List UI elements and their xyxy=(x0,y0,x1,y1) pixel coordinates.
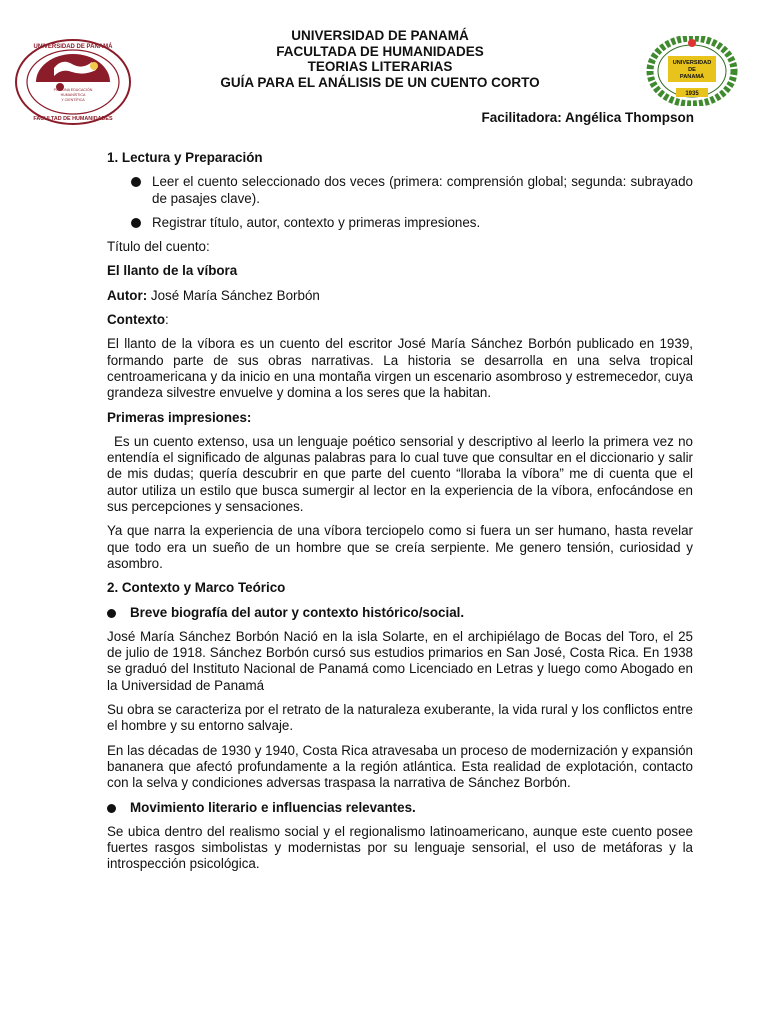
section1-bullets xyxy=(107,174,693,231)
right-crest-line2: DE xyxy=(688,67,696,73)
sub-bullet-text: Movimiento literario e influencias relevantes. xyxy=(130,799,416,815)
facilitator-line: Facilitadora: Angélica Thompson xyxy=(481,110,694,125)
list-item xyxy=(107,174,693,207)
context-colon: : xyxy=(165,312,169,328)
sub-bullet-biography xyxy=(107,605,693,621)
left-seal-center-line2: HUMANÍSTICA xyxy=(60,93,86,97)
header-line-faculty: FACULTADA DE HUMANIDADES xyxy=(276,43,484,59)
document-header xyxy=(170,28,590,90)
author-value: José María Sánchez Borbón xyxy=(147,287,320,303)
bullet-icon xyxy=(107,804,116,813)
bullet-text: Leer el cuento seleccionado dos veces (primera: comprensión global; segunda: subrayado de pasajes clave). xyxy=(152,174,693,206)
bullet-icon xyxy=(131,218,141,228)
context-label: Contexto xyxy=(107,312,166,328)
header-line-university: UNIVERSIDAD DE PANAMÁ xyxy=(291,28,469,43)
impressions-paragraph-2: Ya que narra la experiencia de una víbora terciopelo como si fuera un ser humano, hasta revelar que todo era un sueño de un hombre que se creía serpiente. Me genero tensión, curiosidad y asombro. xyxy=(107,523,693,571)
left-seal-center-line3: Y CIENTÍFICA xyxy=(61,98,85,102)
list-item xyxy=(107,215,693,231)
context-line xyxy=(107,312,693,328)
sub-bullet-movement xyxy=(107,800,693,816)
movement-paragraph: Se ubica dentro del realismo social y el regionalismo latinoamericano, aunque este cuento posee fuertes rasgos simbolistas y modernistas por su lenguaje sensorial, el uso de metáforas y la introspección psicológica. xyxy=(107,823,693,872)
story-title-label: Título del cuento: xyxy=(107,239,210,255)
sub-bullet-text: Breve biografía del autor y contexto histórico/social. xyxy=(130,604,465,620)
header-line-course: TEORIAS LITERARIAS xyxy=(307,59,453,74)
bullet-icon xyxy=(131,177,141,187)
section2-heading: 2. Contexto y Marco Teórico xyxy=(107,580,286,596)
right-crest-line3: PANAMÁ xyxy=(679,74,705,80)
impressions-label: Primeras impresiones: xyxy=(107,409,252,425)
left-seal-center-line1: POR UNA EDUCACIÓN xyxy=(53,88,93,92)
header-line-guide-title: GUÍA PARA EL ANÁLISIS DE UN CUENTO CORTO xyxy=(220,74,540,90)
university-of-panama-crest xyxy=(640,36,744,106)
context-paragraph: El llanto de la víbora es un cuento del escritor José María Sánchez Borbón publicado en 1939, formando parte de sus obras narrativas. La historia se desarrolla en una selva tropical centroamericana y da inicio en una montaña virgen un escenario asombroso y estremecedor, cuya grandeza silvestre envuelve y domina a los seres que la habitan. xyxy=(107,336,693,401)
document-body xyxy=(107,150,693,881)
impressions-paragraph-1: Es un cuento extenso, usa un lenguaje poético sensorial y descriptivo al leerlo la primera vez no entendía el significado de algunas palabras para lo cual tuve que consultar en el diccionario y salir de mis dudas; quería descubrir en que parte del cuento “lloraba la víbora” me di cuenta que el autor utiliza un estilo que busca sumergir al lector en la experiencia de la víbora, enfocándose en sus percepciones y sensaciones. xyxy=(107,433,693,515)
section1-heading: 1. Lectura y Preparación xyxy=(107,150,263,165)
author-label: Autor: xyxy=(107,287,148,303)
bullet-icon xyxy=(107,609,116,618)
bullet-text: Registrar título, autor, contexto y primeras impresiones. xyxy=(152,214,481,230)
right-crest-line1: UNIVERSIDAD xyxy=(672,60,712,66)
author-line xyxy=(107,288,693,304)
biography-paragraph-3: En las décadas de 1930 y 1940, Costa Rica atravesaba un proceso de modernización y expansión bananera que afectó profundamente a la región atlántica. Esta realidad de explotación, contacto con la selva y condiciones adversas traspasa la narrativa de Sánchez Borbón. xyxy=(107,742,693,791)
left-seal-bottom-text: FACULTAD DE HUMANIDADES xyxy=(33,116,113,122)
left-seal-top-text: UNIVERSIDAD DE PANAMÁ xyxy=(33,44,113,50)
right-crest-year: 1935 xyxy=(685,91,699,97)
faculty-of-humanities-seal xyxy=(14,38,132,126)
biography-paragraph-2: Su obra se caracteriza por el retrato de la naturaleza exuberante, la vida rural y los conflictos entre el hombre y su entorno salvaje. xyxy=(107,702,693,734)
biography-paragraph-1: José María Sánchez Borbón Nació en la isla Solarte, en el archipiélago de Bocas del Toro, el 25 de julio de 1918. Sánchez Borbón cursó sus estudios primarios en San José, Costa Rica. En 1938 se graduó del Instituto Nacional de Panamá como Licenciado en Letras y luego como Abogado en la Universidad de Panamá xyxy=(107,628,693,693)
story-title: El llanto de la víbora xyxy=(107,263,238,279)
